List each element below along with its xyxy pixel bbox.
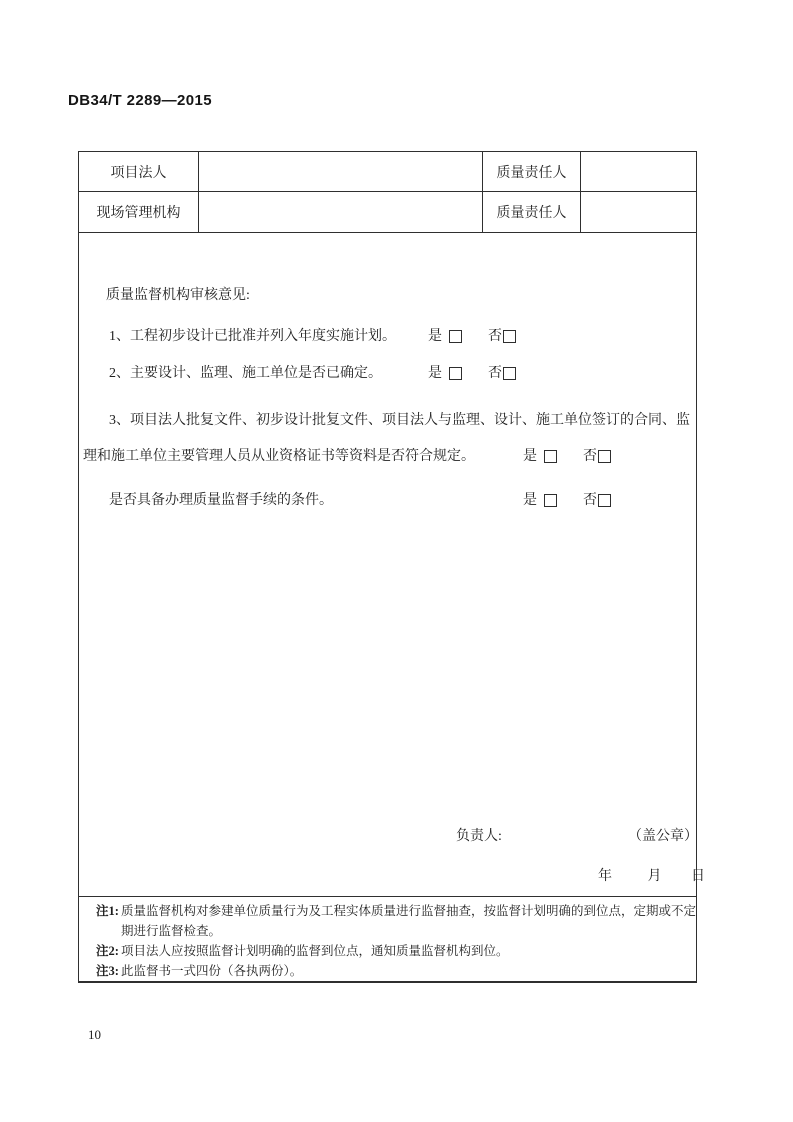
review-item-3-text-line1: 3、项目法人批复文件、初步设计批复文件、项目法人与监理、设计、施工单位签订的合同、监 — [109, 413, 690, 428]
yes-label: 是 — [428, 366, 442, 381]
note-1-label: 注1: — [96, 904, 119, 918]
date-day-label: 日 — [691, 869, 705, 884]
yes-label: 是 — [523, 493, 537, 508]
standard-doc-number: DB34/T 2289—2015 — [68, 92, 212, 109]
table-row-site-management — [79, 192, 696, 233]
page-number: 10 — [88, 1027, 101, 1042]
checkbox-item4-no[interactable] — [598, 494, 611, 507]
review-opinion-cell — [79, 233, 705, 897]
review-title: 质量监督机构审核意见: — [106, 288, 250, 303]
no-label: 否 — [488, 366, 502, 381]
review-item-2-text: 2、主要设计、监理、施工单位是否已确定。 — [109, 366, 382, 381]
quality-responsible-label-2: 质量责任人 — [483, 192, 581, 233]
review-item-2-yes-no — [428, 366, 516, 381]
review-item-4-yes-no — [523, 493, 611, 508]
date-year-label: 年 — [598, 869, 612, 884]
yes-label: 是 — [428, 329, 442, 344]
checkbox-item1-no[interactable] — [503, 330, 516, 343]
note-1-text-line1: 质量监督机构对参建单位质量行为及工程实体质量进行监督抽查，按监督计划明确的到位点，定期或不定 — [121, 904, 697, 918]
note-2-text: 项目法人应按照监督计划明确的监督到位点，通知质量监督机构到位。 — [121, 944, 509, 958]
checkbox-item1-yes[interactable] — [449, 330, 462, 343]
yes-label: 是 — [523, 449, 537, 464]
site-management-value-cell[interactable] — [199, 192, 483, 233]
supervision-form-table — [78, 151, 705, 983]
review-item-1-text: 1、工程初步设计已批准并列入年度实施计划。 — [109, 329, 396, 344]
review-item-1-yes-no — [428, 329, 516, 344]
checkbox-item4-yes[interactable] — [544, 494, 557, 507]
quality-responsible-value-cell-2[interactable] — [581, 192, 696, 233]
official-seal-label: （盖公章） — [628, 829, 698, 844]
checkbox-item2-no[interactable] — [503, 367, 516, 380]
date-line — [598, 869, 705, 884]
no-label: 否 — [583, 493, 597, 508]
note-3-label: 注3: — [96, 964, 119, 978]
note-2 — [79, 941, 688, 961]
no-label: 否 — [583, 449, 597, 464]
note-1 — [79, 901, 697, 941]
checkbox-item3-no[interactable] — [598, 450, 611, 463]
date-month-label: 月 — [647, 869, 662, 884]
note-2-label: 注2: — [96, 944, 119, 958]
checkbox-item3-yes[interactable] — [544, 450, 557, 463]
note-1-text-line2: 期进行监督检查。 — [121, 924, 222, 938]
table-row-project-legal-person — [79, 152, 696, 192]
review-item-4-text: 是否具备办理质量监督手续的条件。 — [109, 493, 333, 508]
note-3-text: 此监督书一式四份（各执两份）。 — [121, 964, 303, 978]
quality-responsible-label-1: 质量责任人 — [483, 152, 581, 192]
review-item-3-yes-no — [523, 449, 611, 464]
review-item-3-text-line2: 理和施工单位主要管理人员从业资格证书等资料是否符合规定。 — [83, 449, 475, 464]
note-3 — [79, 961, 688, 981]
project-legal-person-value-cell[interactable] — [199, 152, 483, 192]
notes-cell — [79, 897, 696, 981]
no-label: 否 — [488, 329, 502, 344]
checkbox-item2-yes[interactable] — [449, 367, 462, 380]
signer-label: 负责人: — [456, 829, 502, 844]
site-management-label: 现场管理机构 — [79, 192, 199, 233]
quality-responsible-value-cell-1[interactable] — [581, 152, 696, 192]
project-legal-person-label: 项目法人 — [79, 152, 199, 192]
